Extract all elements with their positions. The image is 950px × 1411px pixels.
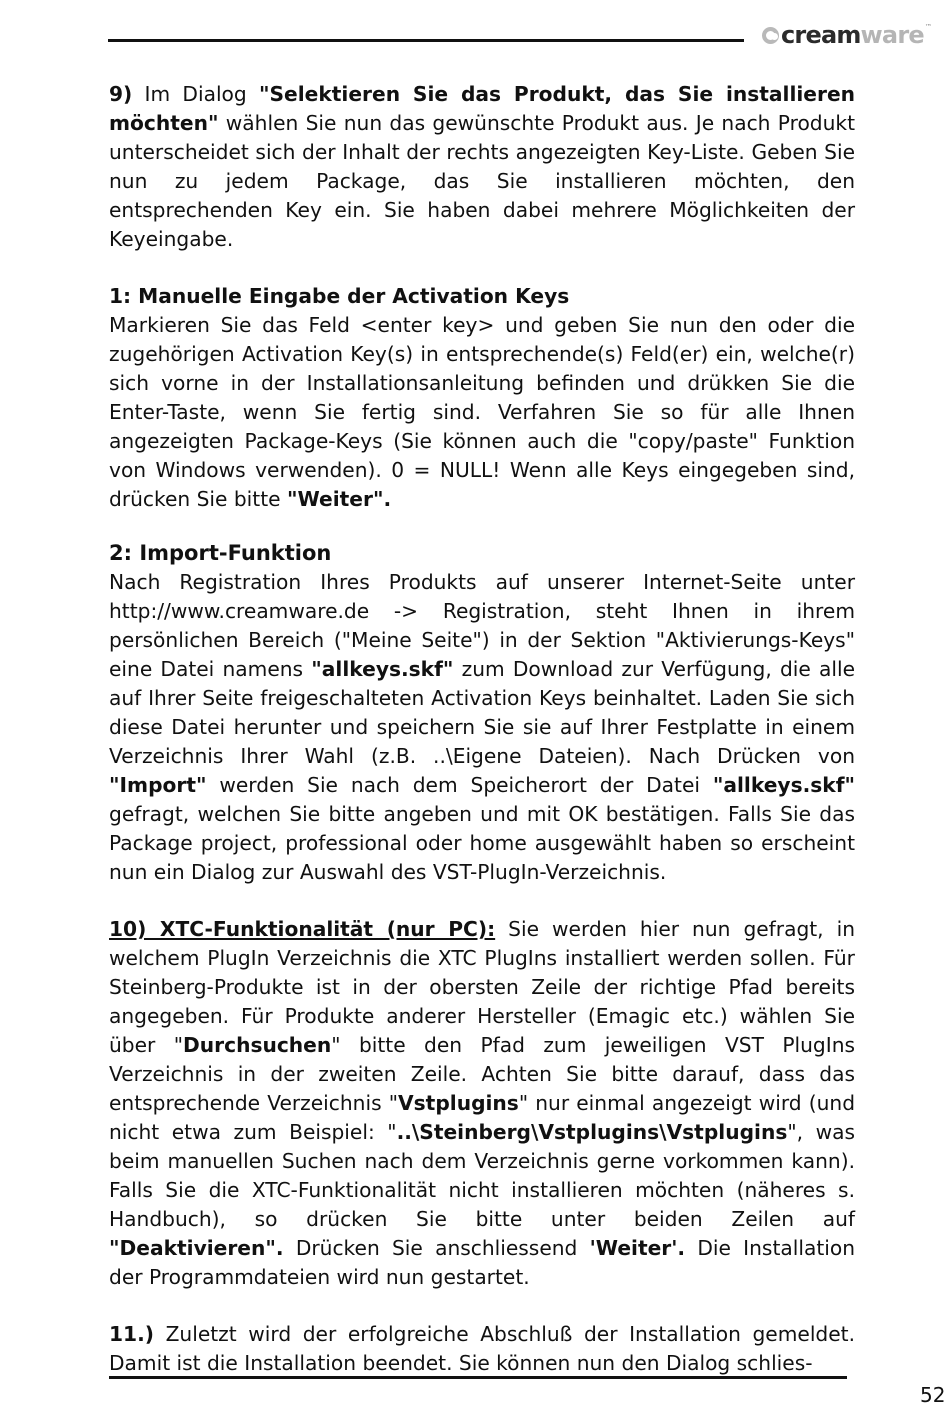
paragraph-step-10 bbox=[109, 915, 855, 1292]
logo-text-primary: cream bbox=[781, 21, 861, 49]
xtc-body-4: ", was beim manuellen Suchen nach dem Verzeichnis gerne vorkommen kann). Falls Sie die XTC-Funktionalität nicht installieren möchten (näheres s. Handbuch), so drücken Sie bitte unter beiden Zeilen auf bbox=[109, 1120, 855, 1231]
xtc-body-5: Drücken Sie anschliessend bbox=[295, 1236, 578, 1260]
example-path: ..\Steinberg\Vstplugins\Vstplugins bbox=[396, 1120, 788, 1144]
xtc-heading: 10) XTC-Funktionalität (nur PC): bbox=[109, 917, 496, 941]
dialog-name: "Selektieren Sie das Produkt, das Sie installieren möchten" bbox=[109, 82, 856, 135]
xtc-body-3: " nur einmal angezeigt wird (und nicht etwa zum Beispiel: " bbox=[109, 1091, 856, 1144]
xtc-body-6: Die Installation der Programmdateien wird nun gestartet. bbox=[109, 1236, 855, 1289]
import-body-4: gefragt, welchen Sie bitte angeben und mit OK bestätigen. Falls Sie das Package project, professional oder home ausgewählt haben so erscheint nun ein Dialog zur Auswahl des VST-PlugIn-Verzeichnis. bbox=[109, 802, 855, 884]
page-number: 52 bbox=[920, 1383, 946, 1407]
next-button-ref: 'Weiter'. bbox=[589, 1236, 686, 1260]
logo-mark-icon bbox=[762, 27, 779, 44]
logo-trademark: ™ bbox=[924, 23, 932, 31]
browse-button-ref: Durchsuchen bbox=[183, 1033, 332, 1057]
xtc-body-1: Sie werden hier nun gefragt, in welchem PlugIn Verzeichnis die XTC PlugIns installiert werden sollen. Für Steinberg-Produkte ist in der obersten Zeile der richtige Pfad bereits angegeben. Für Produkte anderer Hersteller (Emagic etc.) wählen Sie über " bbox=[109, 917, 856, 1057]
manual-entry-body: Markieren Sie das Feld <enter key> und geben Sie nun den oder die zugehörigen Activation Key(s) in entsprechende(s) Feld(er) ein, welche(r) sich vorne in der Installationsanleitung befinden und drükken Sie die Enter-Taste, wenn Sie fertig sind. Verfahren Sie so für alle Ihnen angezeigten Package-Keys (Sie können auch die "copy/paste" Funktion von Windows verwenden). 0 = NULL! Wenn alle Keys eingegeben sind, drücken Sie bitte bbox=[109, 313, 855, 511]
import-file-2: "allkeys.skf" bbox=[712, 773, 855, 797]
import-body-3: werden Sie nach dem Speicherort der Datei bbox=[219, 773, 700, 797]
import-body-2: zum Download zur Verfügung, die alle auf Ihrer Seite freigeschalteten Activation Keys beinhaltet. Laden Sie sich diese Datei herunter und speichern Sie sie auf Ihrer Festplatte in einem Verzeichnis Ihrer Wahl (z.B. ..\Eigene Dateien). Nach Drücken von bbox=[109, 657, 856, 768]
creamware-logo bbox=[762, 20, 932, 50]
header-rule bbox=[108, 39, 744, 42]
import-button-ref: "Import" bbox=[109, 773, 207, 797]
deactivate-button-ref: "Deaktivieren". bbox=[109, 1236, 284, 1260]
manual-entry-button-ref: "Weiter". bbox=[286, 487, 392, 511]
manual-entry-heading: 1: Manuelle Eingabe der Activation Keys bbox=[109, 284, 570, 308]
import-body-1: Nach Registration Ihres Produkts auf unserer Internet-Seite unter http://www.creamware.de -> Registration, steht Ihnen in ihrem persönlichen Bereich ("Meine Seite") in der Sektion "Aktivierungs-Keys" eine Datei namens bbox=[109, 570, 855, 681]
page-content bbox=[109, 80, 855, 1378]
step-intro: Im Dialog bbox=[144, 82, 247, 106]
logo-text-secondary: ware bbox=[860, 21, 924, 49]
xtc-body-2: " bitte den Pfad zum jeweiligen VST PlugIns Verzeichnis in der zweiten Zeile. Achten Sie bitte darauf, dass das entsprechende Verzeichnis " bbox=[109, 1033, 856, 1115]
step-11-body: Zuletzt wird der erfolgreiche Abschluß der Installation gemeldet. Damit ist die Installation beendet. Sie können nun den Dialog schlies- bbox=[109, 1322, 855, 1375]
import-file-1: "allkeys.skf" bbox=[311, 657, 454, 681]
import-section bbox=[109, 568, 855, 887]
manual-entry-section bbox=[109, 282, 855, 514]
step-number: 9) bbox=[109, 82, 133, 106]
step-body: wählen Sie nun das gewünschte Produkt aus. Je nach Produkt unterscheidet sich der Inhalt der rechts angezeigten Key-Liste. Geben Sie nun zu jedem Package, das Sie installieren möchten, den entsprechenden Key ein. Sie haben dabei mehrere Möglichkeiten der Keyeingabe. bbox=[109, 111, 856, 251]
paragraph-step-11 bbox=[109, 1320, 855, 1378]
import-heading: 2: Import-Funktion bbox=[109, 541, 332, 565]
paragraph-step-9 bbox=[109, 80, 855, 254]
footer-rule bbox=[109, 1376, 847, 1379]
step-11-number: 11.) bbox=[109, 1322, 154, 1346]
folder-name: Vstplugins bbox=[398, 1091, 519, 1115]
